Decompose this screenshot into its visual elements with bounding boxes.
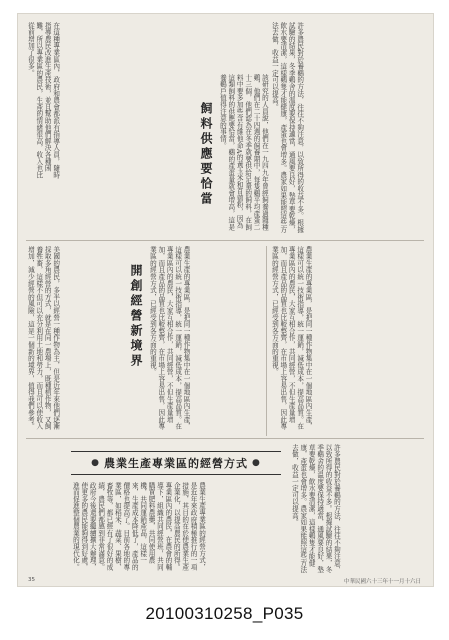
article-right-middle (270, 246, 425, 436)
magazine-page (18, 14, 433, 586)
headline-new-horizon: 開創經營新境界 (129, 264, 143, 369)
issue-date: 中華民國六十三年十一月十六日 (343, 579, 421, 585)
article-right-lower (290, 444, 425, 574)
divider-lower (26, 438, 424, 439)
article-center-text: 農業生產的專業區，是把同一種作物集中在一個地區內生產，這樣可以統一技術指導，統一運銷，減低成本，提高品質。在專業區內的農民，大家互相合作，共同經營，不但生產量增加，而且產品的品質也比較整齊，在市場上容易出售，因此專業區的經營方式，已經受到各方面的重視。 (148, 246, 191, 430)
banner-dot-right: ● (252, 458, 261, 468)
divider-upper (26, 240, 424, 241)
feature-banner-title: 農業生產專業區的經營方式 (104, 457, 248, 470)
headline-feed-supply: 飼料供應要恰當 (199, 102, 213, 207)
article-top-left (26, 22, 192, 182)
article-top-right-text: 許多農民對於養鷄的方法，往往不夠注意，以致所得的收益不多。根據試驗的結果，冬季鷄舍的温度要保持適當，通風要良好，墊草要乾燥，飲水要清潔，這樣鷄隻才能健康，產蛋也會增多。農家如果能照這些方法去做，收益一定可以提高。 (270, 22, 304, 233)
divider-vertical (266, 246, 267, 436)
page-number: 35 (28, 577, 35, 583)
article-management-body (26, 246, 122, 436)
image-caption: 20100310258_P035 (145, 604, 304, 623)
article-top-right (270, 22, 425, 235)
banner-dot-left: ● (91, 458, 100, 468)
article-right-middle-text: 農業生產的專業區，是把同一種作物集中在一個地區內生產，這樣可以統一技術指導，統一運銷，減低成本，提高品質。在專業區內的農民，大家互相合作，共同經營，不但生產量增加，而且產品的品質也比較整齊，在市場上容易出售，因此專業區的經營方式，已經受到各方面的重視。 (270, 246, 313, 430)
article-feed-text: 該研究的人員說，他們在一九四九年曾經飼養過雜種鷄，他們在二十四週的飼養期中，每隻鷄平均產蛋二十三個，他們認為在冬季就要供給足量的飼料，在飼料中要多加些含有維他命A的黃玉米和苜蓿粉，因為這類飼料的供應要恰當，鷄的產蛋量就會增高，這是養鷄戶值得注意的事情。 (218, 74, 269, 231)
feature-banner (71, 451, 281, 475)
article-management-text: 美國的農民，多半以經營一種作物為主，但是近年來他們逐漸採取多角經營的方式，就是在同一農場上，既種植作物，又飼養牲畜，這樣不但可以充分利用土地和勞力，而且可以使收入增加，減少經營的風險，這是一個新的境界，值得我們參考。 (26, 246, 60, 430)
article-top-left-text: 在這種專業區內，政府和農會都派有指導人員，隨時指導農民改進生產技術，並且幫助他們解決各種困難，所以專業區的農民，生產的情緒很高，收入也比從前增加了很多。 (26, 22, 60, 179)
article-right-lower-text: 許多農民對於養鷄的方法，往往不夠注意，以致所得的收益不多。根據試驗的結果，冬季鷄舍的温度要保持適當，通風要良好，墊草要乾燥，飲水要清潔，這樣鷄隻才能健康，產蛋也會增多。農家如果能照這些方法去做，收益一定可以提高。 (290, 444, 341, 574)
article-feed-body (218, 74, 269, 234)
feature-body (71, 482, 281, 574)
article-center-body (148, 246, 262, 436)
feature-body-text: 農業生產專業區的經營方式，是近年來政府積極推行的一項措施，其目的在於使農業生產企業化，以提高農民的所得。專業區內的農民，在農會的輔導下，組織共同經營班，共同購買肥料農藥，共同使用農機，共同運銷產品，這樣一來，生產成本降低了，產品的價格也提高了。目前各地的專業區，如稻米、蔬菜、果樹、畜牧等，都已經有了很好的成績，農民們都感到非常滿意。政府今後還要繼續擴大辦理，使更多的農民能夠得到好處，進而促進整個農業的現代化。 (71, 482, 206, 571)
